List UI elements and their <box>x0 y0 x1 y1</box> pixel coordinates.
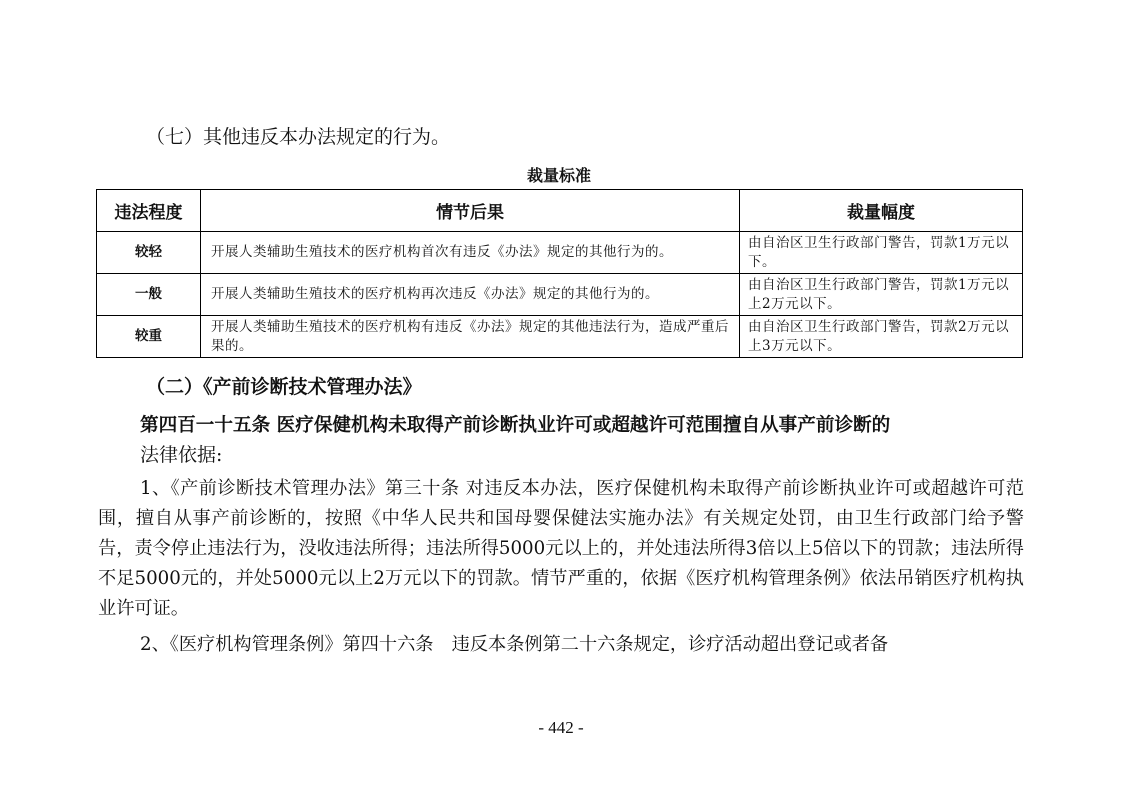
section-heading: （二）《产前诊断技术管理办法》 <box>146 376 422 398</box>
intro-item: （七）其他违反本办法规定的行为。 <box>146 126 451 148</box>
page-number: - 442 - <box>538 718 584 737</box>
article-heading: 第四百一十五条 医疗保健机构未取得产前诊断执业许可或超越许可范围擅自从事产前诊断的 <box>140 415 891 436</box>
cell-penalty: 由自治区卫生行政部门警告，罚款1万元以上2万元以下。 <box>740 274 1023 316</box>
table-header-row <box>97 190 1023 232</box>
cell-level: 较重 <box>97 316 201 358</box>
header-circumstance: 情节后果 <box>201 190 740 232</box>
cell-level: 较轻 <box>97 232 201 274</box>
cell-penalty: 由自治区卫生行政部门警告，罚款2万元以上3万元以下。 <box>740 316 1023 358</box>
discretion-standard-table <box>96 189 1023 358</box>
cell-level: 一般 <box>97 274 201 316</box>
paragraph-2: 2、《医疗机构管理条例》第四十六条 违反本条例第二十六条规定，诊疗活动超出登记或者备 <box>140 634 889 655</box>
paragraph-1: 1、《产前诊断技术管理办法》第三十条 对违反本办法，医疗保健机构未取得产前诊断执业许可或超越许可范围，擅自从事产前诊断的，按照《中华人民共和国母婴保健法实施办法》有关规定处罚，由卫生行政部门给予警告，责令停止违法行为，没收违法所得；违法所得5000元以上的，并处违法所得3倍以上5倍以下的罚款；违法所得不足5000元的，并处5000元以上2万元以下的罚款。情节严重的，依据《医疗机构管理条例》依法吊销医疗机构执业许可证。 <box>98 478 1024 619</box>
table-row <box>97 274 1023 316</box>
cell-circumstance: 开展人类辅助生殖技术的医疗机构再次违反《办法》规定的其他行为的。 <box>201 274 740 316</box>
table-title: 裁量标准 <box>526 166 591 185</box>
cell-penalty: 由自治区卫生行政部门警告，罚款1万元以下。 <box>740 232 1023 274</box>
cell-circumstance: 开展人类辅助生殖技术的医疗机构首次有违反《办法》规定的其他行为的。 <box>201 232 740 274</box>
cell-circumstance: 开展人类辅助生殖技术的医疗机构有违反《办法》规定的其他违法行为，造成严重后果的。 <box>201 316 740 358</box>
legal-basis-label: 法律依据: <box>140 444 223 466</box>
table-row <box>97 316 1023 358</box>
table-row <box>97 232 1023 274</box>
header-violation-level: 违法程度 <box>97 190 201 232</box>
header-penalty-range: 裁量幅度 <box>740 190 1023 232</box>
